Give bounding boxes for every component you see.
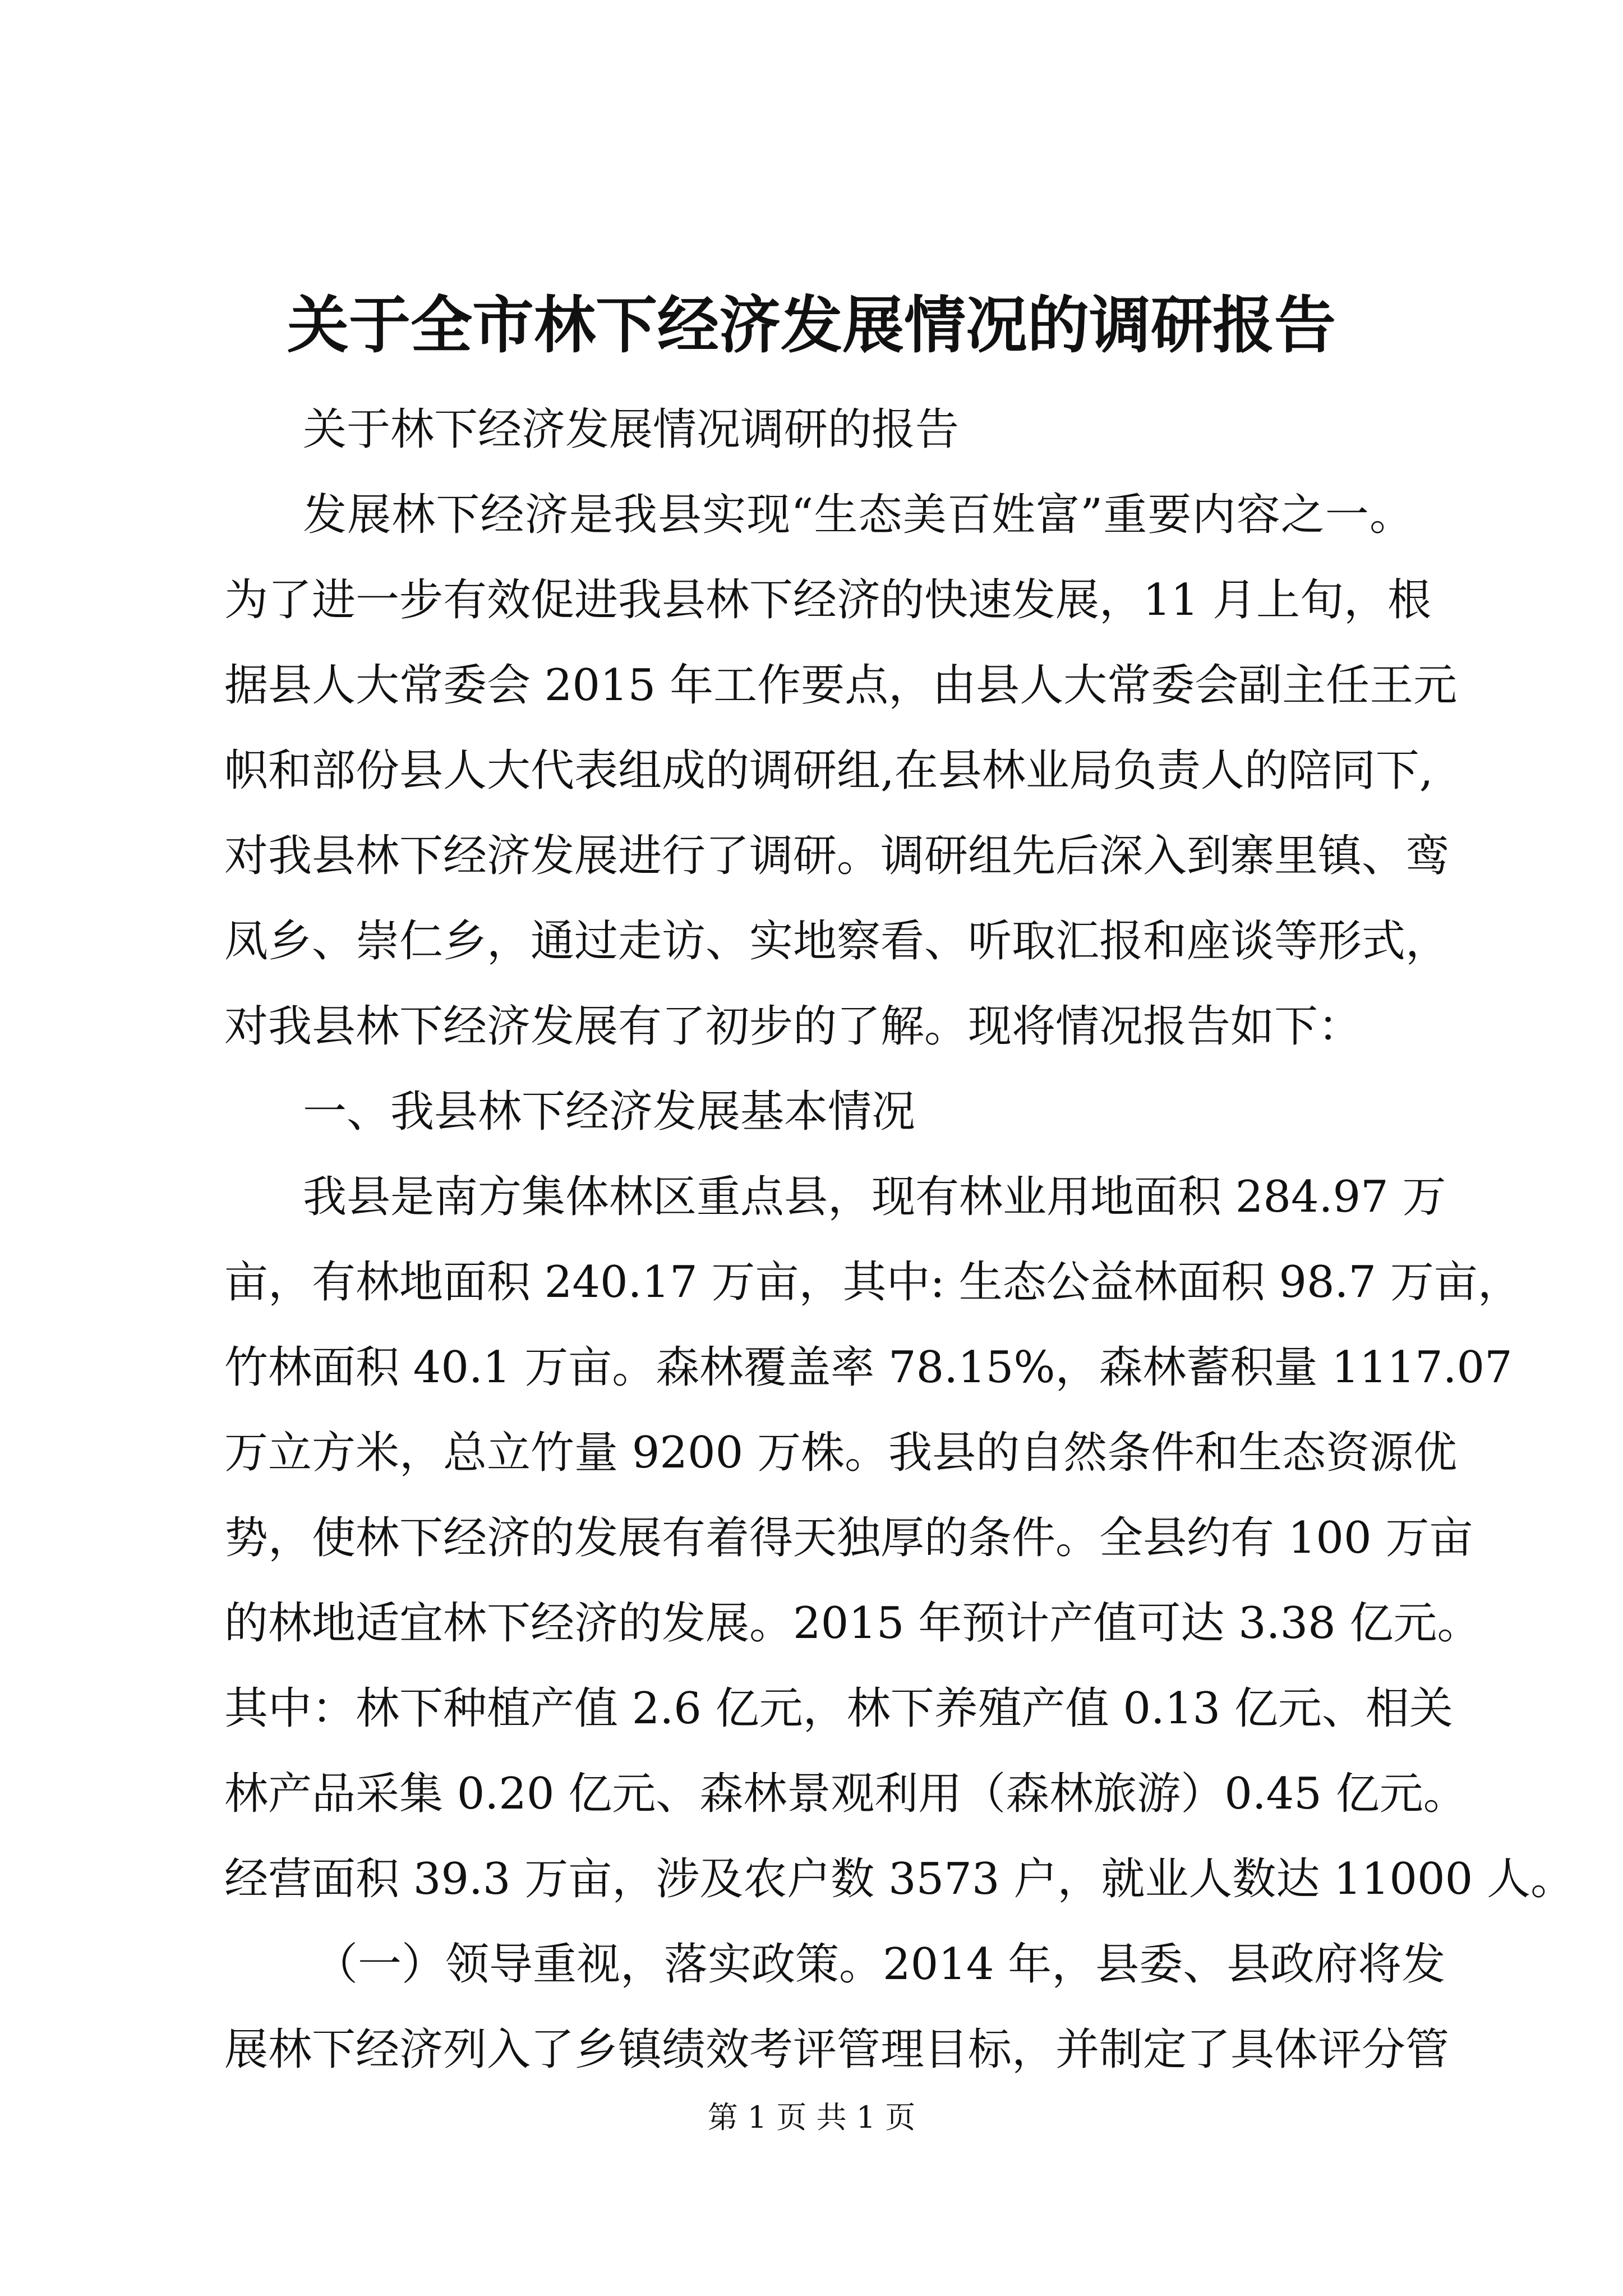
paragraph-line: 万立方米，总立竹量 9200 万株。我县的自然条件和生态资源优: [224, 1428, 1458, 1478]
paragraph-line: 竹林面积 40.1 万亩。森林覆盖率 78.15%，森林蓄积量 1117.07: [224, 1342, 1513, 1393]
paragraph-line: 发展林下经济是我县实现“生态美百姓富”重要内容之一。: [303, 490, 1413, 540]
paragraph-line: 其中：林下种植产值 2.6 亿元，林下养殖产值 0.13 亿元、相关: [224, 1683, 1453, 1734]
paragraph-line: 展林下经济列入了乡镇绩效考评管理目标，并制定了具体评分管: [224, 2024, 1450, 2075]
paragraph-line: 凤乡、崇仁乡，通过走访、实地察看、听取汇报和座谈等形式，: [224, 916, 1450, 967]
paragraph-line: 帜和部份县人大代表组成的调研组,在县林业局负责人的陪同下,: [224, 746, 1433, 796]
paragraph-line: 据县人大常委会 2015 年工作要点，由县人大常委会副主任王元: [224, 660, 1458, 711]
document-body: [224, 387, 1575, 2092]
paragraph-line: 亩，有林地面积 240.17 万亩，其中: 生态公益林面积 98.7 万亩，: [224, 1257, 1521, 1308]
paragraph-line: 经营面积 39.3 万亩，涉及农户数 3573 户，就业人数达 11000 人。: [224, 1854, 1575, 1904]
subtitle-line: 关于林下经济发展情况调研的报告: [303, 404, 960, 455]
page-number-footer: 第 1 页 共 1 页: [707, 2100, 916, 2135]
paragraph-line: 的林地适宜林下经济的发展。2015 年预计产值可达 3.38 亿元。: [224, 1598, 1481, 1649]
paragraph-line: 林产品采集 0.20 亿元、森林景观利用（森林旅游）0.45 亿元。: [224, 1769, 1467, 1819]
section-heading: 一、我县林下经济发展基本情况: [303, 1087, 916, 1137]
paragraph-line: 为了进一步有效促进我县林下经济的快速发展，11 月上旬，根: [224, 575, 1432, 625]
paragraph-line: 势，使林下经济的发展有着得天独厚的条件。全县约有 100 万亩: [224, 1513, 1473, 1563]
paragraph-line: 对我县林下经济发展进行了调研。调研组先后深入到寨里镇、鸾: [224, 831, 1450, 881]
paragraph-line: 对我县林下经济发展有了初步的了解。现将情况报告如下：: [224, 1001, 1362, 1052]
paragraph-line: 我县是南方集体林区重点县，现有林业用地面积 284.97 万: [303, 1172, 1446, 1222]
paragraph-line: （一）领导重视，落实政策。2014 年，县委、县政府将发: [314, 1939, 1446, 1990]
document-title: 关于全市林下经济发展情况的调研报告: [287, 289, 1336, 361]
